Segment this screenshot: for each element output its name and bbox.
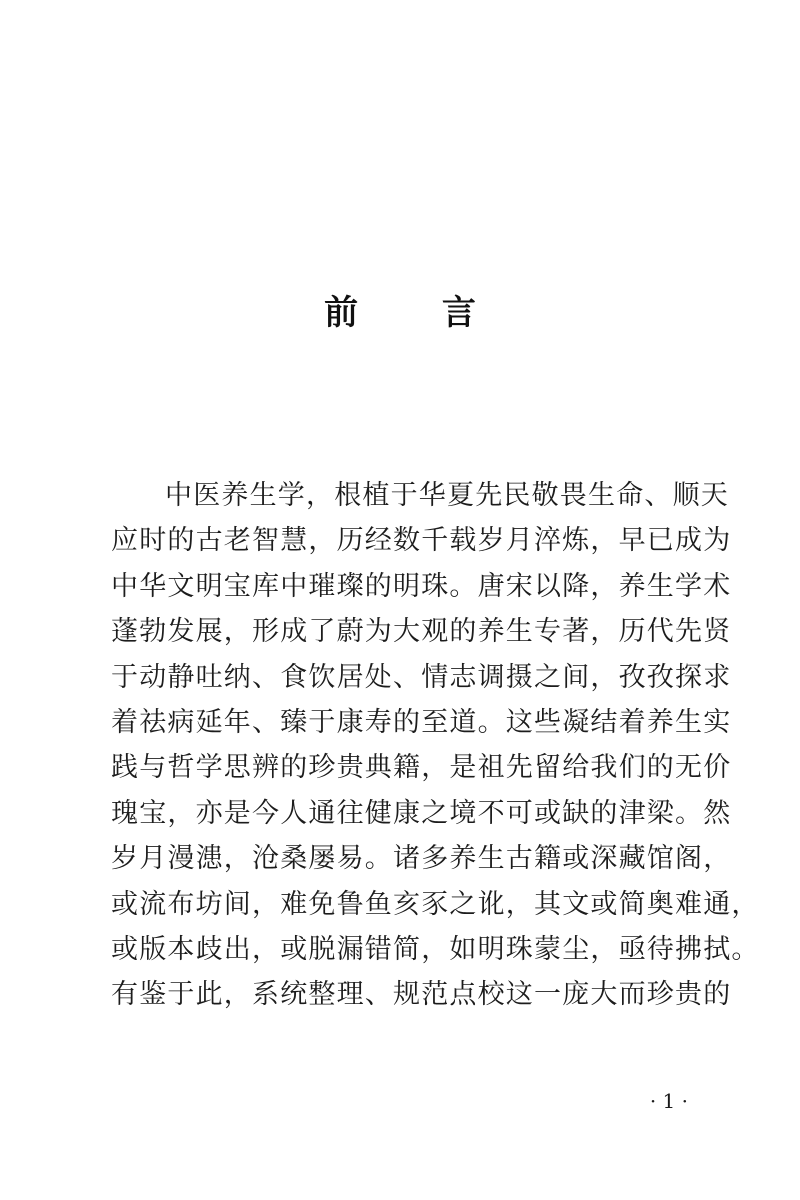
text-line: 瑰宝，亦是今人通往健康之境不可或缺的津梁。然 (111, 797, 732, 829)
preface-body (111, 473, 760, 1018)
text-line: 或版本歧出，或脱漏错简，如明珠蒙尘，亟待拂拭。 (111, 934, 760, 966)
text-line: 或流布坊间，难免鲁鱼亥豕之讹，其文或简奥难通， (111, 888, 760, 920)
page-number: · 1 · (649, 1089, 688, 1113)
text-line: 有鉴于此，系统整理、规范点校这一庞大而珍贵的 (111, 979, 732, 1011)
text-line: 着祛病延年、臻于康寿的至道。这些凝结着养生实 (111, 707, 732, 739)
text-line: 应时的古老智慧，历经数千载岁月淬炼，早已成为 (111, 525, 732, 557)
text-line: 于动静吐纳、食饮居处、情志调摄之间，孜孜探求 (111, 661, 732, 693)
text-line: 蓬勃发展，形成了蔚为大观的养生专著，历代先贤 (111, 616, 732, 648)
text-line: 中医养生学，根植于华夏先民敬畏生命、顺天 (165, 480, 729, 511)
text-line: 岁月漫漶，沧桑屡易。诸多养生古籍或深藏馆阁， (111, 843, 732, 875)
text-line: 践与哲学思辨的珍贵典籍，是祖先留给我们的无价 (111, 752, 732, 784)
preface-paragraph (111, 473, 760, 1018)
page-title: 前 言 (324, 292, 512, 333)
text-line: 中华文明宝库中璀璨的明珠。唐宋以降，养生学术 (111, 570, 732, 602)
